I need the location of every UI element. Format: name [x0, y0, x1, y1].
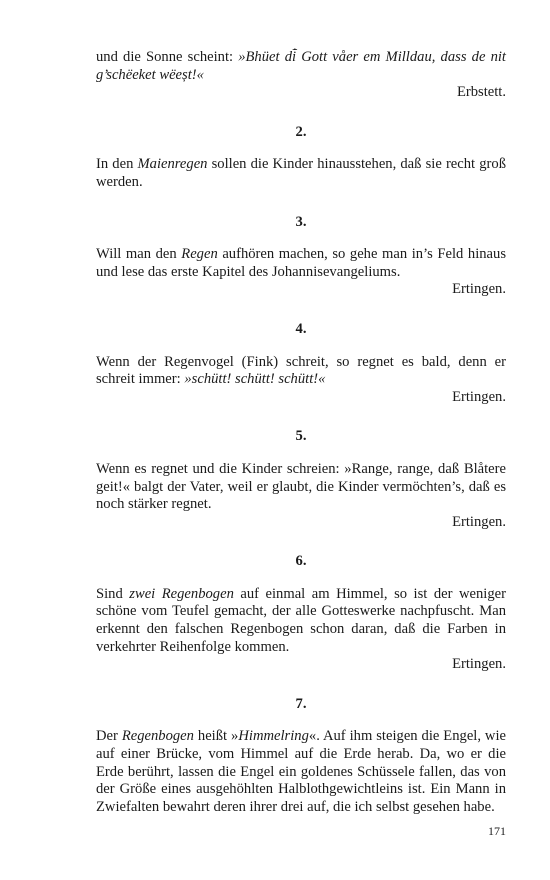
entry-4	[96, 299, 506, 406]
place-name: Ertingen.	[452, 388, 506, 405]
entry-6	[96, 531, 506, 674]
entry-number: 6.	[295, 553, 307, 570]
text-segment: Wenn es regnet und die Kinder schreien: »Range, range, daß Blåtere geit!« balgt der Vater, weil er glaubt, die Kinder vermöchten’s, daß es noch stärker regnet.	[96, 460, 506, 513]
place-name: Ertingen.	[452, 281, 506, 298]
text-segment: In den	[96, 156, 138, 173]
italic-text: zwei Regenbogen	[129, 585, 234, 602]
entry-text	[96, 586, 506, 656]
italic-text: Regenbogen	[121, 728, 194, 745]
entry-text	[96, 728, 506, 816]
text-segment: Sind	[96, 585, 130, 602]
entry-text	[96, 246, 506, 281]
entry-text	[96, 354, 506, 389]
entry-number: 4.	[295, 320, 307, 337]
text-segment: sollen die Kinder hinausstehen, daß sie recht groß werden.	[96, 156, 506, 190]
place-name: Erbstett.	[456, 84, 506, 101]
italic-text: Himmelring	[238, 728, 309, 745]
text-segment: Wenn der Regenvogel (Fink) schreit, so regnet es bald, denn er schreit immer:	[96, 353, 506, 388]
entry-text	[96, 461, 506, 514]
entry-3	[96, 192, 506, 299]
entry-number: 7.	[295, 695, 307, 712]
text-segment: und die Sonne scheint:	[96, 49, 239, 65]
entry-5	[96, 406, 506, 531]
entry-7	[96, 674, 506, 817]
entry-number: 3.	[295, 213, 307, 230]
text-segment: aufhören machen, so gehe man in’s Feld hinaus und lese das erste Kapitel des Johannisevangeliums.	[96, 246, 507, 280]
italic-text: Regen	[181, 246, 218, 263]
entry-text	[96, 49, 506, 84]
page-body	[96, 49, 506, 816]
italic-text: Maienregen	[137, 156, 208, 173]
text-segment: heißt »	[193, 728, 239, 745]
place-name: Ertingen.	[452, 513, 506, 530]
italic-text: »schütt! schütt! schütt!«	[184, 371, 326, 388]
text-segment: «. Auf ihm steigen die Engel, wie auf einer Brücke, vom Himmel auf die Erde herab. Da, wo er die Erde berührt, lassen die Engel ein goldenes Schüssele fallen, das von der Größe eines ausgehöhlten Halblothgewichtleins ist. Ein Mann in Zwiefalten bewahrt deren ihrer drei auf, die ich selbst gesehen habe.	[96, 728, 507, 815]
entry-2	[96, 102, 506, 192]
entry-text	[96, 156, 506, 191]
italic-text: »Bhüet di̇̄ Gott våer em Milldau, dass de nit g’schëeket wëeșt!«	[96, 49, 506, 83]
text-segment: Der	[96, 728, 122, 745]
place-name: Ertingen.	[452, 656, 506, 673]
entry-number: 2.	[295, 123, 307, 140]
page-number: 171	[488, 824, 506, 838]
entry-number: 5.	[295, 428, 307, 445]
text-segment: auf einmal am Himmel, so ist der weniger schöne vom Teufel gemacht, der alle Gotteswerke nachpfuscht. Man erkennt den falschen Regenbogen schon daran, daß die Farben in verkehrter Reihenfolge kommen.	[96, 585, 506, 655]
text-segment: Will man den	[96, 246, 182, 263]
entry-1	[96, 49, 506, 102]
